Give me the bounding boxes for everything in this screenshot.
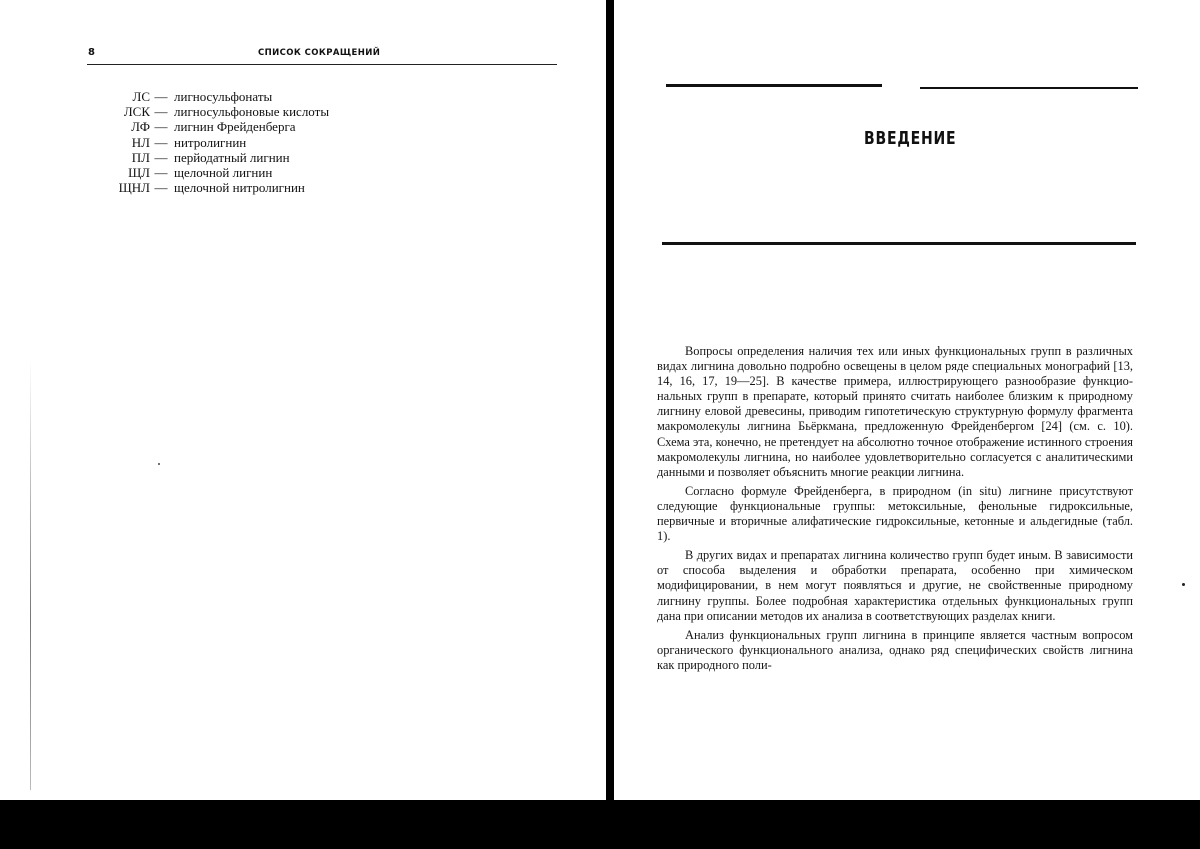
left-page xyxy=(0,0,606,800)
abbreviation-meaning: нитролигнин xyxy=(174,134,247,150)
abbreviation-meaning: перйодатный лигнин xyxy=(174,149,290,165)
paragraph: Вопросы определения наличия тех или иных функциональных групп в различных видах лигнина довольно подробно освещены в целом ряде специальных монографий [13, 14, 16, 17, 19—25]. В качестве примера, иллюстрирующего разнообразие функциональных групп в препарате, который принято считать наиболее близким к природному лигнину еловой древесины, приводим гипотетическую структурную формулу фрагмента макромолекулы лигнина Бьёркмана, предложенную Фрейденбергом [24] (см. с. 10). Схема эта, конечно, не претендует на абсолютно точное отображение истинного строения макромолекулы лигнина, но наиболее удовлетворительно согласуется с аналитическими данными и позволяет объяснить многие реакции лигнина. xyxy=(657,344,1133,479)
abbreviation-row xyxy=(92,165,329,180)
abbreviation-meaning: лигносульфоновые кислоты xyxy=(174,104,330,120)
abbreviation-row xyxy=(92,135,329,150)
abbreviation-meaning: щелочной нитролигнин xyxy=(174,180,305,196)
abbreviation-dash: — xyxy=(154,180,168,196)
scan-dot-artifact xyxy=(1182,583,1185,586)
abbreviation-row xyxy=(92,104,329,119)
paragraph: В других видах и препаратах лигнина количество групп будет иным. В зависимости от способа выделения и обработки препарата, особенно при химическом модифицировании, в нем могут появляться и другие, не свойственные природному лигнину группы. Более подробная характеристика отдельных функциональных групп дана при описании методов их анализа в соответствующих разделах книги. xyxy=(657,548,1133,623)
right-page xyxy=(614,0,1200,800)
abbreviation-row xyxy=(92,89,329,104)
abbreviation-code: ПЛ xyxy=(131,149,150,165)
abbreviation-dash: — xyxy=(154,119,168,135)
abbreviation-dash: — xyxy=(154,89,168,104)
abbreviation-code: ЩЛ xyxy=(128,165,150,181)
abbreviation-code: ЛС xyxy=(132,89,150,104)
chapter-title: ВВЕДЕНИЕ xyxy=(864,128,957,149)
abbreviation-meaning: лигносульфонаты xyxy=(174,89,273,104)
abbreviation-row xyxy=(92,180,329,195)
abbreviation-dash: — xyxy=(154,165,168,181)
scan-dot-artifact xyxy=(158,463,160,465)
chapter-rule-bottom xyxy=(662,242,1136,245)
book-gutter xyxy=(606,0,614,849)
page-number: 8 xyxy=(88,47,95,58)
abbreviation-code: НЛ xyxy=(131,134,150,150)
abbreviation-row xyxy=(92,119,329,134)
abbreviation-dash: — xyxy=(154,104,168,120)
running-head: СПИСОК СОКРАЩЕНИЙ xyxy=(258,48,381,58)
chapter-rule-top-right xyxy=(920,87,1138,89)
abbreviation-row xyxy=(92,150,329,165)
abbreviation-code: ЛСК xyxy=(123,104,150,120)
body-text xyxy=(657,344,1133,677)
header-rule xyxy=(87,64,557,65)
abbreviation-dash: — xyxy=(154,134,168,150)
abbreviation-dash: — xyxy=(154,149,168,165)
scan-edge-artifact xyxy=(30,360,31,790)
abbreviation-code: ЩНЛ xyxy=(118,180,150,196)
abbreviation-meaning: лигнин Фрейденберга xyxy=(174,119,296,135)
abbreviation-meaning: щелочной лигнин xyxy=(174,165,273,181)
chapter-rule-top-left xyxy=(666,84,882,87)
paragraph: Согласно формуле Фрейденберга, в природном (in situ) лигнине присутствуют следующие функциональные группы: метоксильные, фенольные гидроксильные, первичные и вторичные алифатические гидроксильные, кетонные и альдегидные (табл. 1). xyxy=(657,483,1133,544)
abbreviation-list xyxy=(92,89,329,195)
paragraph: Анализ функциональных групп лигнина в принципе является частным вопросом органического функционального анализа, однако ряд специфических свойств лигнина как природного поли- xyxy=(657,627,1133,672)
abbreviation-code: ЛФ xyxy=(131,119,150,135)
